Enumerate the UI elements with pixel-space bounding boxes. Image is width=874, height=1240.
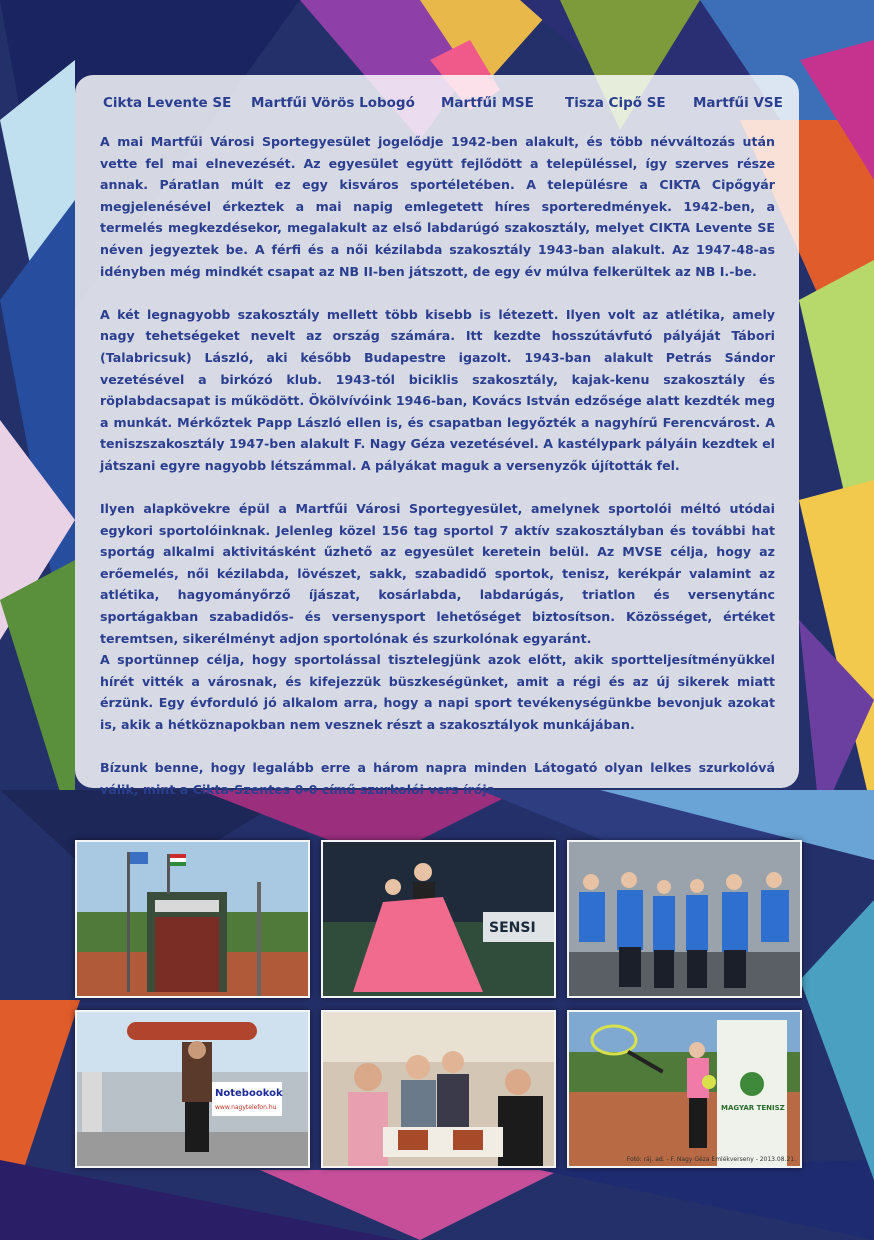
photo-chess-players [321, 1010, 556, 1168]
paragraph: Bízunk benne, hogy legalább erre a három napra minden Látogató olyan lelkes szurkolóvá válik, mint a Cikta-Szentes 0-0 című szurkolói vers írója. [100, 760, 775, 797]
photo-stadium-gate [75, 840, 310, 998]
photo-cycling-team [567, 840, 802, 998]
club-names-row [75, 95, 799, 115]
notebook-banner-subtext: www.nagytelefon.hu [215, 1104, 277, 1111]
paragraph: Ilyen alapkövekre épül a Martfűi Városi Sportegyesület, amelynek sportolói méltó utódai egykori sportolóinknak. Jelenleg közel 156 tag sportol 7 aktív szakosztályban és további hat sportág alkalmi aktivitásként űzhető az egyesület keretein belül. Az MVSE célja, hogy az erőemelés, női kézilabda, lövészet, sakk, szabadidő sportok, tenisz, kerékpár valamint az atlétika, hagyományőrző íjászat, kosárlabda, labdarúgás, triatlon és versenytánc sportágakban szabadidős- és versenysport lehetőséget biztosítson. Közösséget, értéket teremtsen, sikerélményt adjon sportolónak és szurkolónak egyaránt. [100, 501, 775, 646]
notebook-banner-text: Notebookok [215, 1088, 283, 1099]
photo-strongman [75, 1010, 310, 1168]
photo-caption: Fotó: ráj. ad. - F. Nagy Géza Emlékverseny - 2013.08.21. [626, 1156, 796, 1163]
paragraph: A mai Martfűi Városi Sportegyesület jogelődje 1942-ben alakult, és több névváltozás után vette fel mai elnevezését. Az egyesület együtt fejlődött a településsel, így szerves része annak. Páratlan múlt ez egy kisváros sportéletében. A településre a CIKTA Cipőgyár megjelenésével érkeztek a mai napig emlegetett híres sporteredmények. 1942-ben, a termelés megkezdésekor, megalakult az első labdarúgó szakosztály, melyet CIKTA Levente SE néven jegyeztek be. A férfi és a női kézilabda szakosztály 1943-ban alakult. Az 1947-48-as idényben még mindkét csapat az NB II-ben játszott, de egy év múlva felkerültek az NB I.-be. [100, 134, 775, 279]
photo-ballroom-dance [321, 840, 556, 998]
article-body [100, 131, 775, 800]
text-panel [75, 75, 799, 797]
club-name: Martfűi MSE [441, 95, 534, 111]
club-name: Tisza Cipő SE [565, 95, 666, 111]
club-name: Cikta Levente SE [103, 95, 232, 111]
club-name: Martfűi Vörös Lobogó [251, 95, 415, 111]
paragraph: A két legnagyobb szakosztály mellett több kisebb is létezett. Ilyen volt az atlétika, amely nagy tehetségeket nevelt az ország számára. Itt kezdte hosszútávfutó pályáját Tábori (Talabricsuk) László, aki később Budapestre igazolt. 1943-ban alakult Petrás Sándor vezetésével a birkózó klub. 1943-tól biciklis szakosztály, kajak-kenu szakosztály és röplabdacsapat is működött. Ökölvívóink 1946-ban, Kovács István edzősége alatt kezdték meg a munkát. Mérkőztek Papp László ellen is, és csapatban legyőzték a nagyhírű Ferencvárost. A teniszszakosztály 1947-ben alakult F. Nagy Géza vezetésével. A kastélypark pályáin kezdtek el játszani egyre nagyobb létszámmal. A pályákat maguk a versenyzők újították fel. [100, 306, 775, 473]
tennis-logo-text: MAGYAR TENISZ [721, 1104, 785, 1112]
sensi-banner-text: SENSI [489, 920, 536, 936]
paragraph: A sportünnep célja, hogy sportolással tisztelegjünk azok előtt, akik sportteljesítményükkel hírét vitték a városnak, és kifejezzük büszkeségünket, amit a régi és az új sikerek miatt érzünk. Egy évforduló jó alkalom arra, hogy a napi sport tevékenységünkbe bevonjuk azokat is, akik a hétköznapokban nem vesznek részt a szakosztályok munkájában. [100, 652, 775, 733]
club-name: Martfűi VSE [693, 95, 783, 111]
photo-tennis-player [567, 1010, 802, 1168]
